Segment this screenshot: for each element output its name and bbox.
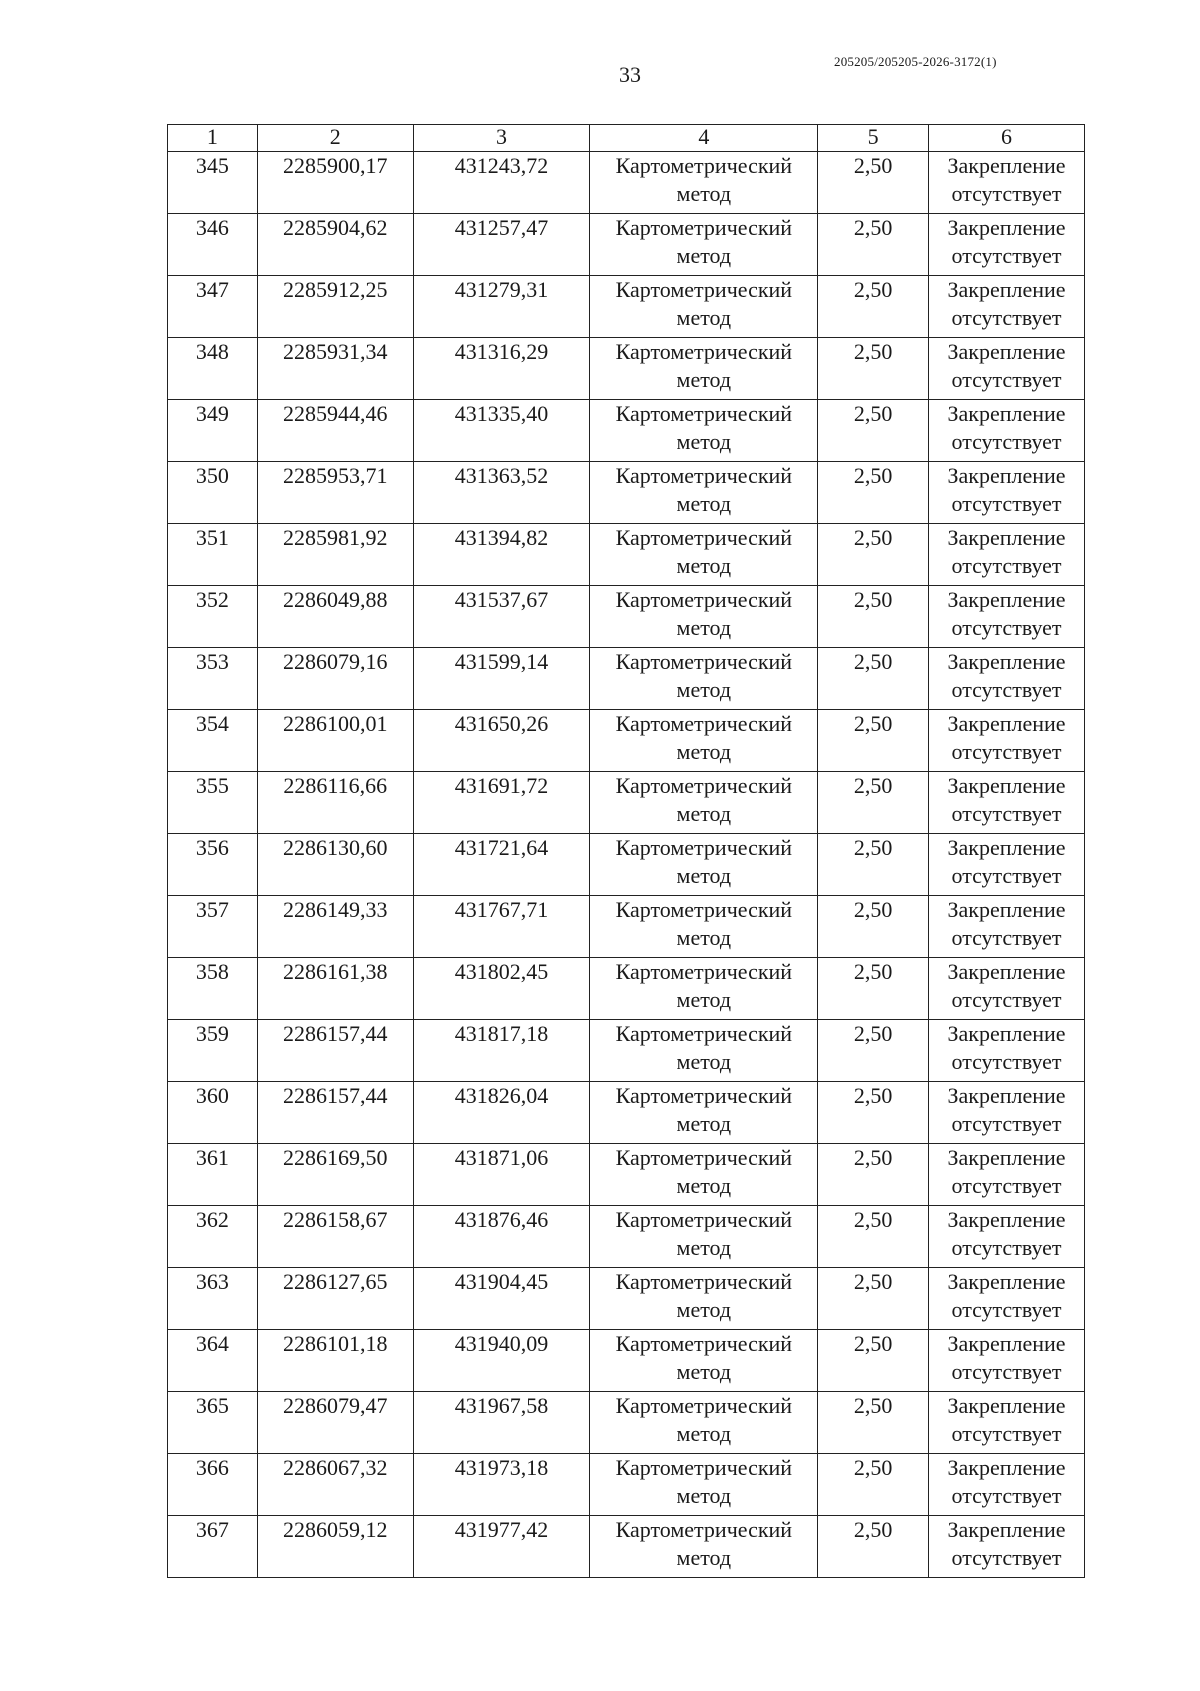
method-cell-line1: Картометрический (615, 587, 793, 612)
method-cell (590, 586, 818, 648)
x-coordinate-cell: 2286079,47 (257, 1392, 413, 1454)
point-number-cell: 349 (168, 400, 258, 462)
table-row (168, 710, 1085, 772)
y-coordinate-cell: 431537,67 (413, 586, 590, 648)
fixing-cell-line1: Закрепление (947, 1083, 1066, 1108)
point-number-cell: 355 (168, 772, 258, 834)
method-cell-line1: Картометрический (615, 463, 793, 488)
y-coordinate-cell: 431826,04 (413, 1082, 590, 1144)
fixing-cell-line2: отсутствует (951, 1545, 1062, 1570)
y-coordinate-cell: 431316,29 (413, 338, 590, 400)
method-cell-line2: метод (676, 243, 732, 268)
method-cell-line1: Картометрический (615, 897, 793, 922)
fixing-cell-line1: Закрепление (947, 835, 1066, 860)
fixing-cell (929, 710, 1085, 772)
x-coordinate-cell: 2285981,92 (257, 524, 413, 586)
x-coordinate-cell: 2285931,34 (257, 338, 413, 400)
point-number-cell: 359 (168, 1020, 258, 1082)
fixing-cell-line1: Закрепление (947, 587, 1066, 612)
x-coordinate-cell: 2285904,62 (257, 214, 413, 276)
table-row (168, 1330, 1085, 1392)
fixing-cell (929, 338, 1085, 400)
accuracy-cell: 2,50 (818, 958, 929, 1020)
method-cell-line1: Картометрический (615, 959, 793, 984)
y-coordinate-cell: 431767,71 (413, 896, 590, 958)
x-coordinate-cell: 2286157,44 (257, 1020, 413, 1082)
table-row (168, 1516, 1085, 1578)
x-coordinate-cell: 2286161,38 (257, 958, 413, 1020)
method-cell-line2: метод (676, 739, 732, 764)
method-cell-line2: метод (676, 615, 732, 640)
y-coordinate-cell: 431279,31 (413, 276, 590, 338)
point-number-cell: 360 (168, 1082, 258, 1144)
method-cell-line2: метод (676, 987, 732, 1012)
method-cell (590, 462, 818, 524)
fixing-cell-line1: Закрепление (947, 1393, 1066, 1418)
table-row (168, 338, 1085, 400)
y-coordinate-cell: 431973,18 (413, 1454, 590, 1516)
method-cell-line2: метод (676, 1545, 732, 1570)
point-number-cell: 361 (168, 1144, 258, 1206)
fixing-cell-line1: Закрепление (947, 339, 1066, 364)
accuracy-cell: 2,50 (818, 214, 929, 276)
method-cell (590, 710, 818, 772)
fixing-cell-line2: отсутствует (951, 801, 1062, 826)
accuracy-cell: 2,50 (818, 276, 929, 338)
method-cell (590, 1268, 818, 1330)
fixing-cell-line2: отсутствует (951, 1483, 1062, 1508)
method-cell-line2: метод (676, 1049, 732, 1074)
fixing-cell-line1: Закрепление (947, 1517, 1066, 1542)
accuracy-cell: 2,50 (818, 1082, 929, 1144)
method-cell-line1: Картометрический (615, 1269, 793, 1294)
fixing-cell-line1: Закрепление (947, 1021, 1066, 1046)
y-coordinate-cell: 431363,52 (413, 462, 590, 524)
y-coordinate-cell: 431876,46 (413, 1206, 590, 1268)
x-coordinate-cell: 2286079,16 (257, 648, 413, 710)
y-coordinate-cell: 431871,06 (413, 1144, 590, 1206)
point-number-cell: 345 (168, 152, 258, 214)
table-row (168, 958, 1085, 1020)
method-cell (590, 276, 818, 338)
accuracy-cell: 2,50 (818, 524, 929, 586)
column-header-2: 2 (257, 125, 413, 152)
fixing-cell (929, 1020, 1085, 1082)
fixing-cell (929, 462, 1085, 524)
y-coordinate-cell: 431650,26 (413, 710, 590, 772)
fixing-cell-line2: отсутствует (951, 243, 1062, 268)
method-cell-line1: Картометрический (615, 525, 793, 550)
fixing-cell-line2: отсутствует (951, 1235, 1062, 1260)
fixing-cell-line1: Закрепление (947, 959, 1066, 984)
point-number-cell: 352 (168, 586, 258, 648)
table-row (168, 1082, 1085, 1144)
x-coordinate-cell: 2285900,17 (257, 152, 413, 214)
coordinates-table (167, 124, 1085, 1578)
method-cell-line1: Картометрический (615, 1207, 793, 1232)
method-cell (590, 524, 818, 586)
fixing-cell-line2: отсутствует (951, 429, 1062, 454)
fixing-cell-line2: отсутствует (951, 1111, 1062, 1136)
point-number-cell: 358 (168, 958, 258, 1020)
method-cell-line1: Картометрический (615, 1331, 793, 1356)
y-coordinate-cell: 431721,64 (413, 834, 590, 896)
table-row (168, 214, 1085, 276)
point-number-cell: 346 (168, 214, 258, 276)
method-cell-line1: Картометрический (615, 649, 793, 674)
table-row (168, 834, 1085, 896)
method-cell-line2: метод (676, 801, 732, 826)
page-number: 33 (619, 62, 641, 87)
point-number-cell: 348 (168, 338, 258, 400)
y-coordinate-cell: 431967,58 (413, 1392, 590, 1454)
fixing-cell-line1: Закрепление (947, 1269, 1066, 1294)
method-cell-line2: метод (676, 367, 732, 392)
fixing-cell-line1: Закрепление (947, 649, 1066, 674)
accuracy-cell: 2,50 (818, 1268, 929, 1330)
table-row (168, 648, 1085, 710)
fixing-cell (929, 772, 1085, 834)
fixing-cell-line2: отсутствует (951, 1049, 1062, 1074)
x-coordinate-cell: 2286059,12 (257, 1516, 413, 1578)
method-cell (590, 648, 818, 710)
fixing-cell-line2: отсутствует (951, 1359, 1062, 1384)
fixing-cell-line1: Закрепление (947, 463, 1066, 488)
fixing-cell-line2: отсутствует (951, 677, 1062, 702)
x-coordinate-cell: 2286169,50 (257, 1144, 413, 1206)
fixing-cell (929, 1454, 1085, 1516)
y-coordinate-cell: 431599,14 (413, 648, 590, 710)
accuracy-cell: 2,50 (818, 1454, 929, 1516)
table-row (168, 524, 1085, 586)
y-coordinate-cell: 431904,45 (413, 1268, 590, 1330)
method-cell-line1: Картометрический (615, 1393, 793, 1418)
table-row (168, 462, 1085, 524)
method-cell-line2: метод (676, 429, 732, 454)
fixing-cell (929, 1330, 1085, 1392)
accuracy-cell: 2,50 (818, 1206, 929, 1268)
point-number-cell: 367 (168, 1516, 258, 1578)
fixing-cell-line2: отсутствует (951, 181, 1062, 206)
method-cell (590, 1144, 818, 1206)
fixing-cell-line1: Закрепление (947, 153, 1066, 178)
fixing-cell-line2: отсутствует (951, 1421, 1062, 1446)
method-cell-line1: Картометрический (615, 773, 793, 798)
fixing-cell (929, 400, 1085, 462)
point-number-cell: 354 (168, 710, 258, 772)
method-cell-line1: Картометрический (615, 711, 793, 736)
method-cell (590, 834, 818, 896)
method-cell (590, 1392, 818, 1454)
method-cell-line2: метод (676, 553, 732, 578)
fixing-cell-line2: отсутствует (951, 305, 1062, 330)
accuracy-cell: 2,50 (818, 1020, 929, 1082)
x-coordinate-cell: 2286127,65 (257, 1268, 413, 1330)
table-row (168, 772, 1085, 834)
column-header-1: 1 (168, 125, 258, 152)
x-coordinate-cell: 2286049,88 (257, 586, 413, 648)
x-coordinate-cell: 2286130,60 (257, 834, 413, 896)
fixing-cell-line2: отсутствует (951, 739, 1062, 764)
method-cell (590, 1082, 818, 1144)
fixing-cell-line1: Закрепление (947, 711, 1066, 736)
x-coordinate-cell: 2285953,71 (257, 462, 413, 524)
fixing-cell (929, 586, 1085, 648)
fixing-cell-line1: Закрепление (947, 277, 1066, 302)
accuracy-cell: 2,50 (818, 710, 929, 772)
method-cell-line2: метод (676, 1173, 732, 1198)
table-row (168, 896, 1085, 958)
point-number-cell: 353 (168, 648, 258, 710)
method-cell-line1: Картометрический (615, 1517, 793, 1542)
fixing-cell (929, 1516, 1085, 1578)
y-coordinate-cell: 431691,72 (413, 772, 590, 834)
point-number-cell: 362 (168, 1206, 258, 1268)
column-header-6: 6 (929, 125, 1085, 152)
table-row (168, 1454, 1085, 1516)
method-cell-line2: метод (676, 1111, 732, 1136)
method-cell-line1: Картометрический (615, 1455, 793, 1480)
accuracy-cell: 2,50 (818, 1392, 929, 1454)
method-cell-line2: метод (676, 925, 732, 950)
method-cell-line2: метод (676, 491, 732, 516)
fixing-cell-line1: Закрепление (947, 1145, 1066, 1170)
accuracy-cell: 2,50 (818, 1516, 929, 1578)
method-cell-line2: метод (676, 1359, 732, 1384)
fixing-cell-line2: отсутствует (951, 863, 1062, 888)
point-number-cell: 364 (168, 1330, 258, 1392)
point-number-cell: 365 (168, 1392, 258, 1454)
fixing-cell-line2: отсутствует (951, 491, 1062, 516)
accuracy-cell: 2,50 (818, 338, 929, 400)
method-cell-line2: метод (676, 181, 732, 206)
method-cell-line1: Картометрический (615, 1083, 793, 1108)
method-cell-line2: метод (676, 1421, 732, 1446)
point-number-cell: 350 (168, 462, 258, 524)
y-coordinate-cell: 431335,40 (413, 400, 590, 462)
method-cell-line1: Картометрический (615, 1145, 793, 1170)
table-row (168, 1268, 1085, 1330)
method-cell (590, 338, 818, 400)
table-row (168, 1392, 1085, 1454)
table-row (168, 276, 1085, 338)
method-cell (590, 1330, 818, 1392)
fixing-cell-line2: отсутствует (951, 615, 1062, 640)
fixing-cell-line2: отсутствует (951, 1173, 1062, 1198)
x-coordinate-cell: 2285912,25 (257, 276, 413, 338)
fixing-cell (929, 648, 1085, 710)
table-row (168, 1020, 1085, 1082)
accuracy-cell: 2,50 (818, 1330, 929, 1392)
method-cell (590, 152, 818, 214)
document-code: 205205/205205-2026-3172(1) (834, 54, 997, 69)
method-cell (590, 896, 818, 958)
fixing-cell-line1: Закрепление (947, 897, 1066, 922)
fixing-cell (929, 1144, 1085, 1206)
method-cell-line2: метод (676, 863, 732, 888)
method-cell-line2: метод (676, 1235, 732, 1260)
fixing-cell (929, 1082, 1085, 1144)
column-header-4: 4 (590, 125, 818, 152)
accuracy-cell: 2,50 (818, 772, 929, 834)
fixing-cell (929, 1206, 1085, 1268)
accuracy-cell: 2,50 (818, 834, 929, 896)
method-cell-line2: метод (676, 1297, 732, 1322)
point-number-cell: 356 (168, 834, 258, 896)
column-header-3: 3 (413, 125, 590, 152)
table-header (168, 125, 1085, 152)
point-number-cell: 366 (168, 1454, 258, 1516)
y-coordinate-cell: 431257,47 (413, 214, 590, 276)
x-coordinate-cell: 2286149,33 (257, 896, 413, 958)
x-coordinate-cell: 2286100,01 (257, 710, 413, 772)
fixing-cell (929, 834, 1085, 896)
method-cell-line2: метод (676, 677, 732, 702)
method-cell (590, 1020, 818, 1082)
fixing-cell-line2: отсутствует (951, 987, 1062, 1012)
accuracy-cell: 2,50 (818, 462, 929, 524)
fixing-cell-line1: Закрепление (947, 773, 1066, 798)
table-row (168, 1206, 1085, 1268)
fixing-cell (929, 276, 1085, 338)
y-coordinate-cell: 431802,45 (413, 958, 590, 1020)
accuracy-cell: 2,50 (818, 1144, 929, 1206)
method-cell (590, 772, 818, 834)
table-row (168, 152, 1085, 214)
method-cell (590, 958, 818, 1020)
table-row (168, 1144, 1085, 1206)
fixing-cell (929, 1268, 1085, 1330)
fixing-cell (929, 958, 1085, 1020)
method-cell (590, 400, 818, 462)
accuracy-cell: 2,50 (818, 648, 929, 710)
method-cell (590, 1206, 818, 1268)
method-cell-line1: Картометрический (615, 1021, 793, 1046)
fixing-cell-line1: Закрепление (947, 1207, 1066, 1232)
fixing-cell-line2: отсутствует (951, 553, 1062, 578)
x-coordinate-cell: 2286101,18 (257, 1330, 413, 1392)
column-header-5: 5 (818, 125, 929, 152)
header-row (168, 125, 1085, 152)
fixing-cell-line1: Закрепление (947, 1455, 1066, 1480)
y-coordinate-cell: 431940,09 (413, 1330, 590, 1392)
fixing-cell (929, 214, 1085, 276)
method-cell-line2: метод (676, 305, 732, 330)
method-cell-line1: Картометрический (615, 277, 793, 302)
accuracy-cell: 2,50 (818, 896, 929, 958)
method-cell (590, 1516, 818, 1578)
method-cell-line1: Картометрический (615, 401, 793, 426)
fixing-cell-line1: Закрепление (947, 1331, 1066, 1356)
method-cell-line1: Картометрический (615, 835, 793, 860)
table-row (168, 400, 1085, 462)
fixing-cell-line2: отсутствует (951, 367, 1062, 392)
fixing-cell (929, 896, 1085, 958)
fixing-cell-line2: отсутствует (951, 925, 1062, 950)
point-number-cell: 351 (168, 524, 258, 586)
x-coordinate-cell: 2286158,67 (257, 1206, 413, 1268)
x-coordinate-cell: 2286067,32 (257, 1454, 413, 1516)
x-coordinate-cell: 2286116,66 (257, 772, 413, 834)
accuracy-cell: 2,50 (818, 152, 929, 214)
fixing-cell-line1: Закрепление (947, 401, 1066, 426)
method-cell-line1: Картометрический (615, 215, 793, 240)
fixing-cell (929, 524, 1085, 586)
y-coordinate-cell: 431977,42 (413, 1516, 590, 1578)
accuracy-cell: 2,50 (818, 400, 929, 462)
point-number-cell: 363 (168, 1268, 258, 1330)
x-coordinate-cell: 2285944,46 (257, 400, 413, 462)
fixing-cell-line1: Закрепление (947, 215, 1066, 240)
fixing-cell (929, 152, 1085, 214)
method-cell-line2: метод (676, 1483, 732, 1508)
point-number-cell: 347 (168, 276, 258, 338)
method-cell (590, 214, 818, 276)
table-body (168, 152, 1085, 1578)
x-coordinate-cell: 2286157,44 (257, 1082, 413, 1144)
method-cell (590, 1454, 818, 1516)
point-number-cell: 357 (168, 896, 258, 958)
fixing-cell-line1: Закрепление (947, 525, 1066, 550)
accuracy-cell: 2,50 (818, 586, 929, 648)
table-row (168, 586, 1085, 648)
fixing-cell (929, 1392, 1085, 1454)
fixing-cell-line2: отсутствует (951, 1297, 1062, 1322)
y-coordinate-cell: 431243,72 (413, 152, 590, 214)
y-coordinate-cell: 431394,82 (413, 524, 590, 586)
method-cell-line1: Картометрический (615, 153, 793, 178)
y-coordinate-cell: 431817,18 (413, 1020, 590, 1082)
method-cell-line1: Картометрический (615, 339, 793, 364)
